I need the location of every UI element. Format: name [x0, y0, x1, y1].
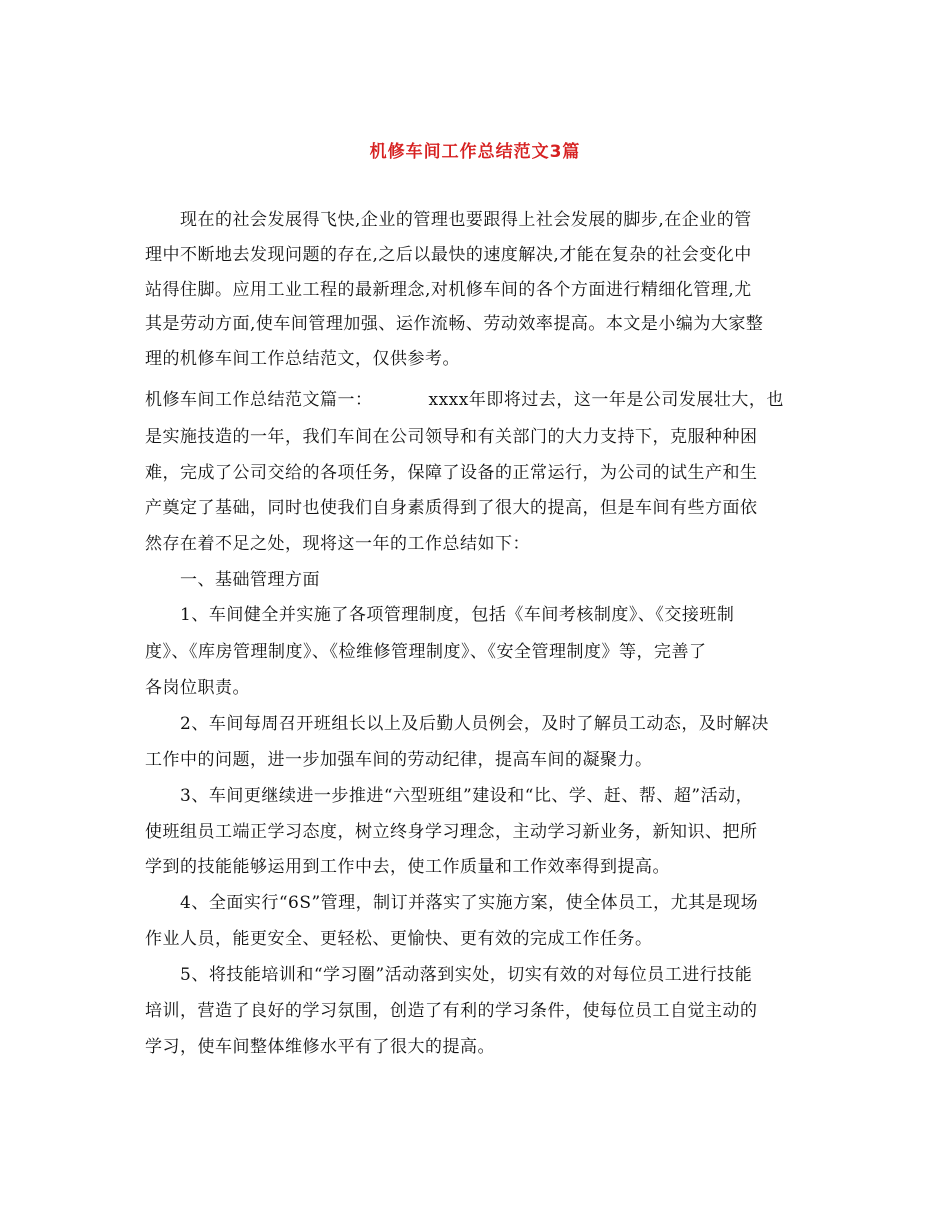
item-3-line: 3、车间更继续进一步推进“六型班组”建设和“比、学、赶、帮、超”活动，	[180, 786, 754, 806]
item-3-line: 学到的技能能够运用到工作中去，使工作质量和工作效率得到提高。	[145, 857, 670, 877]
item-1-line: 各岗位职责。	[145, 678, 250, 698]
item-4-line: 作业人员，能更安全、更轻松、更愉快、更有效的完成工作任务。	[145, 929, 653, 949]
part-one-label: 机修车间工作总结范文篇一：	[145, 390, 373, 410]
intro-line: 理中不断地去发现问题的存在,之后以最快的速度解决,才能在复杂的社会变化中	[145, 245, 752, 265]
part-one-line: 然存在着不足之处，现将这一年的工作总结如下：	[145, 534, 530, 554]
item-2-line: 2、车间每周召开班组长以上及后勤人员例会，及时了解员工动态，及时解决	[180, 714, 769, 734]
item-5-line: 学习，使车间整体维修水平有了很大的提高。	[145, 1037, 495, 1057]
item-5-line: 培训，营造了良好的学习氛围，创造了有利的学习条件，使每位员工自觉主动的	[145, 1001, 758, 1021]
intro-line: 理的机修车间工作总结范文，仅供参考。	[145, 349, 460, 369]
intro-line: 其是劳动方面,使车间管理加强、运作流畅、劳动效率提高。本文是小编为大家整	[145, 314, 764, 334]
item-4-line: 4、全面实行“6S”管理，制订并落实了实施方案，使全体员工，尤其是现场	[180, 893, 759, 913]
intro-line: 站得住脚。应用工业工程的最新理念,对机修车间的各个方面进行精细化管理,尤	[145, 280, 752, 300]
item-2-line: 工作中的问题，进一步加强车间的劳动纪律，提高车间的凝聚力。	[145, 750, 653, 770]
part-one-first-line	[145, 390, 784, 410]
item-5-line: 5、将技能培训和“学习圈”活动落到实处，切实有效的对每位员工进行技能	[180, 965, 753, 985]
part-one-line: 产奠定了基础，同时也使我们自身素质得到了很大的提高，但是车间有些方面依	[145, 498, 758, 518]
item-1-line: 1、车间健全并实施了各项管理制度，包括《车间考核制度》、《交接班制	[180, 605, 735, 625]
section-heading: 一、基础管理方面	[180, 570, 320, 590]
document-title: 机修车间工作总结范文3篇	[369, 142, 581, 162]
item-1-line: 度》、《库房管理制度》、《检维修管理制度》、《安全管理制度》等，完善了	[145, 642, 707, 662]
item-3-line: 使班组员工端正学习态度，树立终身学习理念，主动学习新业务，新知识、把所	[145, 822, 758, 842]
intro-line: 现在的社会发展得飞快,企业的管理也要跟得上社会发展的脚步,在企业的管	[180, 210, 752, 230]
part-one-line: 是实施技造的一年，我们车间在公司领导和有关部门的大力支持下，克服种种困	[145, 427, 758, 447]
part-one-first-text: xxxx年即将过去，这一年是公司发展壮大，也	[428, 390, 784, 410]
part-one-line: 难，完成了公司交给的各项任务，保障了设备的正常运行，为公司的试生产和生	[145, 463, 758, 483]
